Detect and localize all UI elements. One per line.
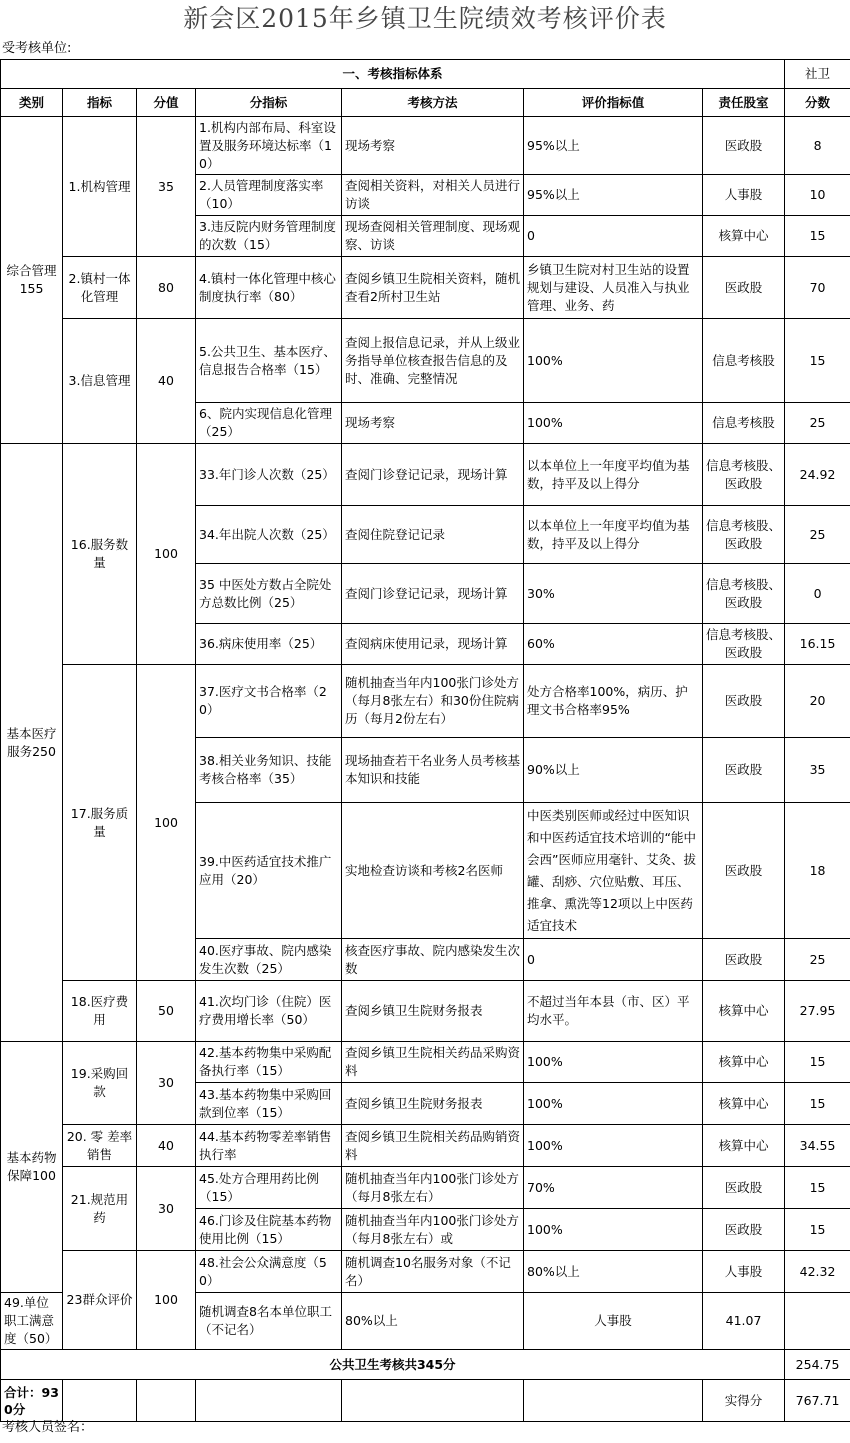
page-title: 新会区2015年乡镇卫生院绩效考核评价表 <box>183 4 667 33</box>
score-cell: 20 <box>785 665 850 738</box>
weight-cell: 50 <box>137 981 196 1042</box>
score-cell: 15 <box>785 319 850 403</box>
table-row <box>1 1251 850 1293</box>
target-cell: 30% <box>524 564 703 624</box>
table-row <box>1 117 850 175</box>
score-cell: 16.15 <box>785 624 850 665</box>
dept-cell: 信息考核股、医政股 <box>703 444 785 506</box>
score-cell: 15 <box>785 216 850 257</box>
score-cell: 25 <box>785 403 850 444</box>
score-cell: 34.55 <box>785 1125 850 1167</box>
col-sub-indicator: 分指标 <box>196 89 342 117</box>
method-cell: 随机抽查当年内100张门诊处方（每月8张左右） <box>342 1167 524 1209</box>
method-cell: 查阅乡镇卫生院财务报表 <box>342 1083 524 1125</box>
target-cell: 乡镇卫生院对村卫生站的设置规划与建设、人员准入与执业管理、业务、药 <box>524 257 703 319</box>
target-cell: 不超过当年本县（市、区）平均水平。 <box>524 981 703 1042</box>
sub-indicator-cell: 37.医疗文书合格率（20） <box>196 665 342 738</box>
dept-cell: 核算中心 <box>703 981 785 1042</box>
score-cell: 15 <box>785 1083 850 1125</box>
target-cell: 100% <box>524 1083 703 1125</box>
dept-cell: 医政股 <box>703 257 785 319</box>
indicator-cell: 2.镇村一体化管理 <box>63 257 137 319</box>
target-text: 中医类别医师或经过中医知识和中医药适宜技术培训的“能中会西”医师应用毫针、艾灸、拔罐、刮痧、穴位贴敷、耳压、推拿、熏洗等12项以上中医药适宜技术 <box>527 807 696 933</box>
score-cell: 27.95 <box>785 981 850 1042</box>
score-cell: 70 <box>785 257 850 319</box>
sub-indicator-cell: 39.中医药适宜技术推广应用（20） <box>196 803 342 939</box>
dept-cell: 核算中心 <box>703 1125 785 1167</box>
weight-cell: 35 <box>137 117 196 257</box>
sub-indicator-cell: 2.人员管理制度落实率（10） <box>196 175 342 216</box>
public-health-score: 254.75 <box>785 1350 850 1380</box>
method-cell: 随机调查8名本单位职工（不记名） <box>196 1293 342 1350</box>
blank-cell <box>137 1380 196 1422</box>
sub-indicator-cell: 34.年出院人次数（25） <box>196 506 342 564</box>
target-cell: 95%以上 <box>524 175 703 216</box>
score-cell: 15 <box>785 1209 850 1251</box>
blank-cell <box>342 1380 524 1422</box>
method-cell: 查阅乡镇卫生院财务报表 <box>342 981 524 1042</box>
score-cell: 18 <box>785 803 850 939</box>
indicator-cell: 23群众评价 <box>63 1251 137 1350</box>
target-cell: 80%以上 <box>342 1293 524 1350</box>
sub-indicator-cell: 4.镇村一体化管理中核心制度执行率（80） <box>196 257 342 319</box>
score-cell: 41.07 <box>703 1293 785 1350</box>
method-cell: 现场查阅相关管理制度、现场观察、访谈 <box>342 216 524 257</box>
weight-cell: 40 <box>137 1125 196 1167</box>
score-cell: 25 <box>785 939 850 981</box>
method-cell: 随机抽查当年内100张门诊处方（每月8张左右）或 <box>342 1209 524 1251</box>
target-cell: 80%以上 <box>524 1251 703 1293</box>
score-cell: 35 <box>785 738 850 803</box>
target-cell: 处方合格率100%，病历、护理文书合格率95% <box>524 665 703 738</box>
indicator-cell: 18.医疗费用 <box>63 981 137 1042</box>
weight-cell: 30 <box>137 1167 196 1251</box>
method-cell: 现场考察 <box>342 403 524 444</box>
indicator-cell: 1.机构管理 <box>63 117 137 257</box>
method-cell: 核查医疗事故、院内感染发生次数 <box>342 939 524 981</box>
col-weight: 分值 <box>137 89 196 117</box>
method-cell: 现场抽查若干名业务人员考核基本知识和技能 <box>342 738 524 803</box>
indicator-cell: 19.采购回款 <box>63 1042 137 1125</box>
method-cell: 查阅乡镇卫生院相关资料，随机查看2所村卫生站 <box>342 257 524 319</box>
sub-indicator-cell: 35 中医处方数占全院处方总数比例（25） <box>196 564 342 624</box>
sub-indicator-cell: 45.处方合理用药比例（15） <box>196 1167 342 1209</box>
weight-cell: 30 <box>137 1042 196 1125</box>
blank-cell <box>524 1380 703 1422</box>
category-cell: 基本药物保障100 <box>1 1042 63 1293</box>
dept-cell: 人事股 <box>703 1251 785 1293</box>
target-cell: 70% <box>524 1167 703 1209</box>
dept-cell: 信息考核股 <box>703 319 785 403</box>
weight-cell: 40 <box>137 319 196 444</box>
method-cell: 随机抽查当年内100张门诊处方（每月8张左右）和30份住院病历（每月2份左右） <box>342 665 524 738</box>
table-row <box>1 257 850 319</box>
dept-cell: 医政股 <box>703 803 785 939</box>
sub-indicator-cell: 38.相关业务知识、技能考核合格率（35） <box>196 738 342 803</box>
score-cell: 15 <box>785 1167 850 1209</box>
column-group-label: 社卫 <box>785 60 850 89</box>
target-cell: 100% <box>524 1125 703 1167</box>
method-cell: 随机调查10名服务对象（不记名） <box>342 1251 524 1293</box>
table-row <box>1 981 850 1042</box>
sub-indicator-cell: 5.公共卫生、基本医疗、信息报告合格率（15） <box>196 319 342 403</box>
unit-label: 受考核单位: <box>2 41 72 56</box>
col-indicator: 指标 <box>63 89 137 117</box>
method-cell: 实地检查访谈和考核2名医师 <box>342 803 524 939</box>
weight-cell: 100 <box>137 665 196 981</box>
target-cell: 0 <box>524 216 703 257</box>
score-cell: 25 <box>785 506 850 564</box>
weight-cell: 80 <box>137 257 196 319</box>
dept-cell: 医政股 <box>703 1167 785 1209</box>
method-cell: 查阅住院登记记录 <box>342 506 524 564</box>
method-cell: 查阅相关资料，对相关人员进行访谈 <box>342 175 524 216</box>
target-cell: 100% <box>524 1209 703 1251</box>
sub-indicator-cell: 33.年门诊人次数（25） <box>196 444 342 506</box>
dept-cell: 医政股 <box>703 939 785 981</box>
target-cell: 95%以上 <box>524 117 703 175</box>
sub-indicator-cell: 49.单位职工满意度（50） <box>1 1293 63 1350</box>
table-row <box>1 1125 850 1167</box>
dept-cell: 信息考核股、医政股 <box>703 506 785 564</box>
sub-indicator-cell: 6、院内实现信息化管理（25） <box>196 403 342 444</box>
dept-cell: 信息考核股、医政股 <box>703 564 785 624</box>
table-row <box>1 1042 850 1083</box>
actual-score: 767.71 <box>785 1380 850 1422</box>
actual-label: 实得分 <box>703 1380 785 1422</box>
score-cell: 8 <box>785 117 850 175</box>
target-cell: 以本单位上一年度平均值为基数，持平及以上得分 <box>524 444 703 506</box>
indicator-cell: 16.服务数量 <box>63 444 137 665</box>
weight-cell: 100 <box>137 1251 196 1350</box>
signer-label: 考核人员签名： <box>2 1420 94 1435</box>
dept-cell: 医政股 <box>703 1209 785 1251</box>
indicator-cell: 21.规范用药 <box>63 1167 137 1251</box>
blank-cell <box>196 1380 342 1422</box>
col-target: 评价指标值 <box>524 89 703 117</box>
dept-cell: 核算中心 <box>703 1042 785 1083</box>
sub-indicator-cell: 3.违反院内财务管理制度的次数（15） <box>196 216 342 257</box>
target-cell: 以本单位上一年度平均值为基数，持平及以上得分 <box>524 506 703 564</box>
col-dept: 责任股室 <box>703 89 785 117</box>
col-category: 类别 <box>1 89 63 117</box>
sub-indicator-cell: 41.次均门诊（住院）医疗费用增长率（50） <box>196 981 342 1042</box>
dept-cell: 核算中心 <box>703 216 785 257</box>
dept-cell: 人事股 <box>524 1293 703 1350</box>
indicator-cell: 20. 零 差率销售 <box>63 1125 137 1167</box>
category-cell: 综合管理155 <box>1 117 63 444</box>
weight-cell: 100 <box>137 444 196 665</box>
target-cell <box>524 803 703 939</box>
score-cell: 42.32 <box>785 1251 850 1293</box>
method-cell: 查阅门诊登记记录，现场计算 <box>342 444 524 506</box>
target-cell: 100% <box>524 1042 703 1083</box>
dept-cell: 医政股 <box>703 665 785 738</box>
sub-indicator-cell: 36.病床使用率（25） <box>196 624 342 665</box>
indicator-cell: 3.信息管理 <box>63 319 137 444</box>
system-header: 一、考核指标体系 <box>1 60 785 89</box>
method-cell: 查阅乡镇卫生院相关药品采购资料 <box>342 1042 524 1083</box>
dept-cell: 信息考核股、医政股 <box>703 624 785 665</box>
table-row <box>1 319 850 403</box>
table-row <box>1 444 850 506</box>
target-cell: 100% <box>524 403 703 444</box>
dept-cell: 核算中心 <box>703 1083 785 1125</box>
score-cell: 24.92 <box>785 444 850 506</box>
evaluation-table <box>0 59 850 1422</box>
method-cell: 现场考察 <box>342 117 524 175</box>
method-cell: 查阅上报信息记录，并从上级业务指导单位核查报告信息的及时、准确、完整情况 <box>342 319 524 403</box>
target-cell: 0 <box>524 939 703 981</box>
target-cell: 100% <box>524 319 703 403</box>
category-cell: 基本医疗服务250 <box>1 444 63 1042</box>
total-row <box>1 1380 850 1422</box>
col-method: 考核方法 <box>342 89 524 117</box>
sub-indicator-cell: 42.基本药物集中采购配备执行率（15） <box>196 1042 342 1083</box>
public-health-row <box>1 1350 850 1380</box>
column-header-row <box>1 89 850 117</box>
method-cell: 查阅乡镇卫生院相关药品购销资料 <box>342 1125 524 1167</box>
col-score: 分数 <box>785 89 850 117</box>
indicator-cell: 17.服务质量 <box>63 665 137 981</box>
table-row <box>1 665 850 738</box>
table-row <box>1 1167 850 1209</box>
method-cell: 查阅门诊登记记录，现场计算 <box>342 564 524 624</box>
score-cell: 15 <box>785 1042 850 1083</box>
sub-indicator-cell: 1.机构内部布局、科室设置及服务环境达标率（10） <box>196 117 342 175</box>
score-cell: 0 <box>785 564 850 624</box>
target-cell: 90%以上 <box>524 738 703 803</box>
dept-cell: 医政股 <box>703 738 785 803</box>
blank-cell <box>63 1380 137 1422</box>
dept-cell: 人事股 <box>703 175 785 216</box>
public-health-label: 公共卫生考核共345分 <box>1 1350 785 1380</box>
target-cell: 60% <box>524 624 703 665</box>
sub-indicator-cell: 48.社会公众满意度（50） <box>196 1251 342 1293</box>
sub-indicator-cell: 46.门诊及住院基本药物使用比例（15） <box>196 1209 342 1251</box>
sub-indicator-cell: 44.基本药物零差率销售执行率 <box>196 1125 342 1167</box>
method-cell: 查阅病床使用记录，现场计算 <box>342 624 524 665</box>
system-header-row <box>1 60 850 89</box>
sub-indicator-cell: 43.基本药物集中采购回款到位率（15） <box>196 1083 342 1125</box>
score-cell: 10 <box>785 175 850 216</box>
dept-cell: 信息考核股 <box>703 403 785 444</box>
total-label: 合计：930分 <box>1 1380 63 1422</box>
sub-indicator-cell: 40.医疗事故、院内感染发生次数（25） <box>196 939 342 981</box>
dept-cell: 医政股 <box>703 117 785 175</box>
